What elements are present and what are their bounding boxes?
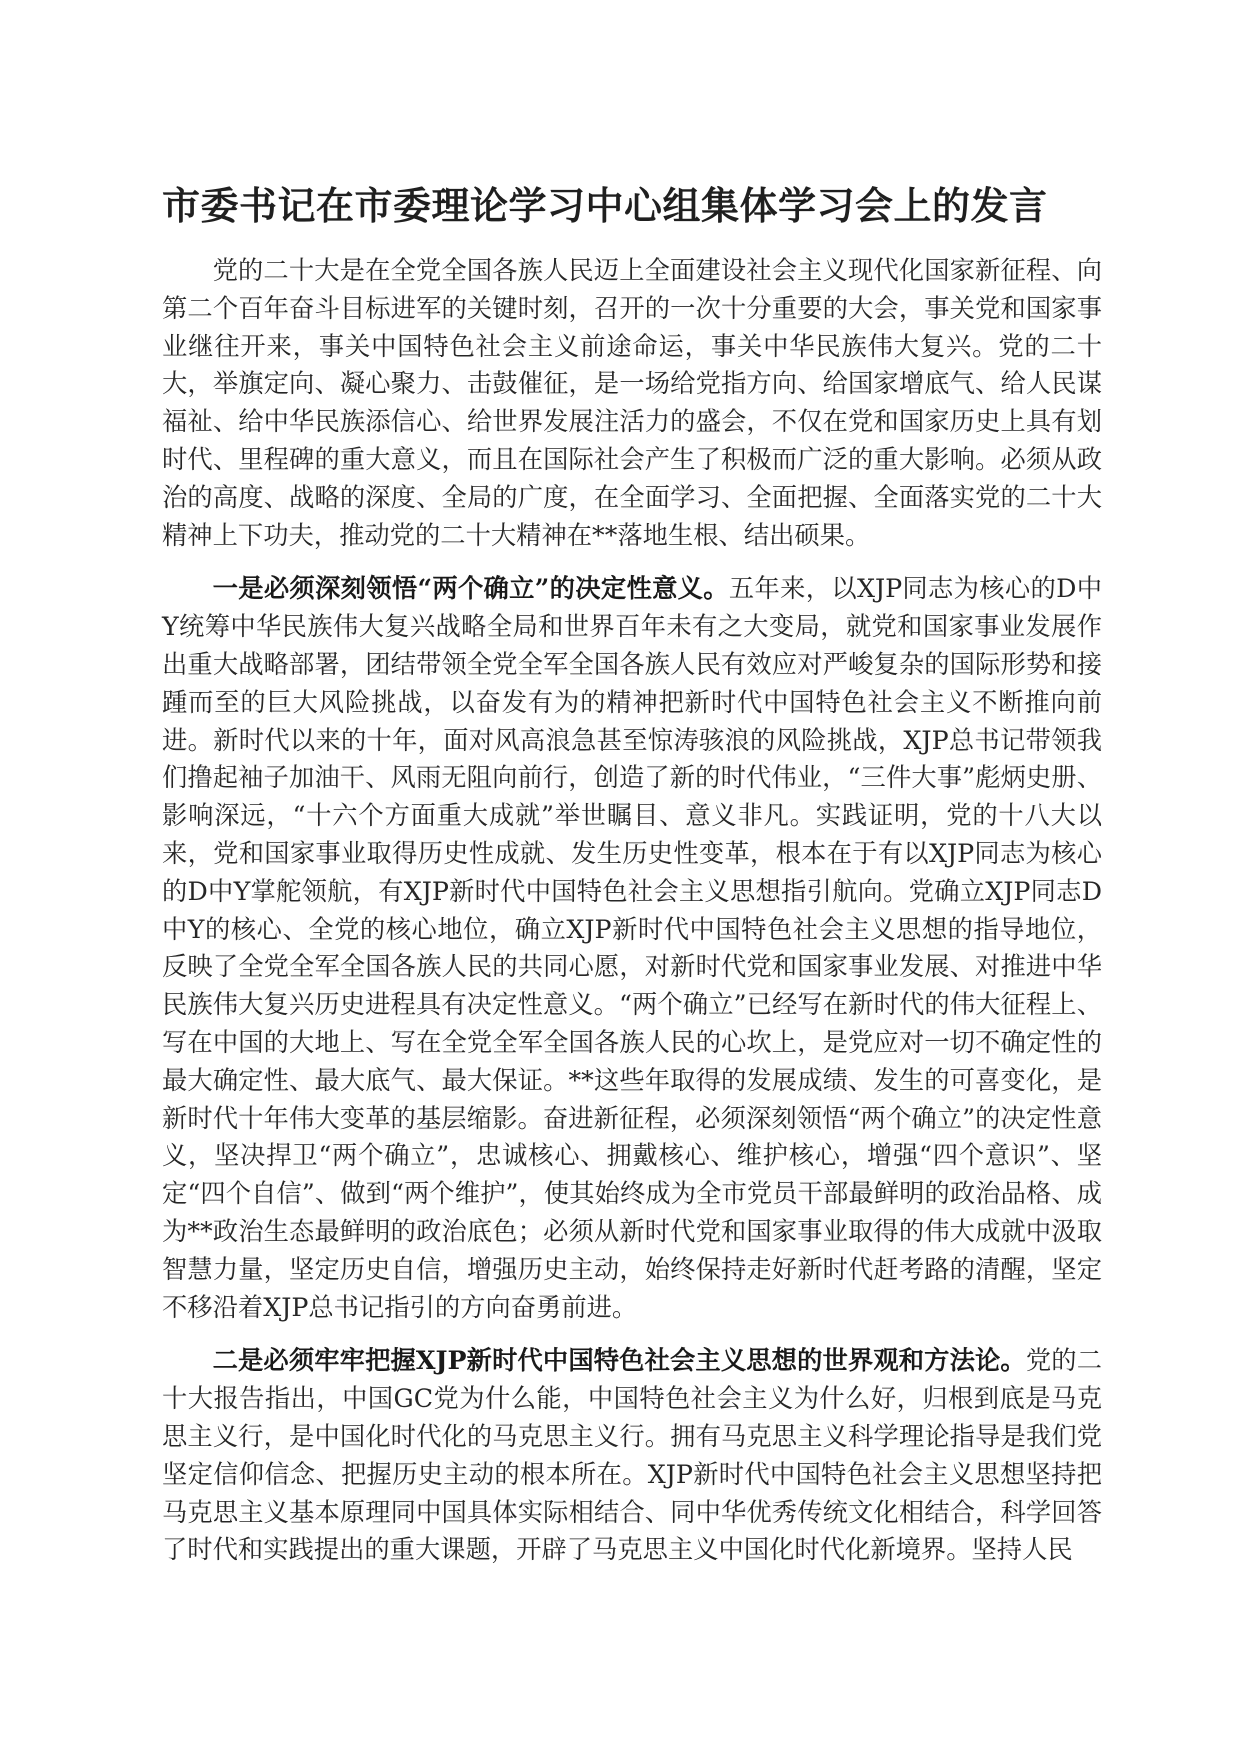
paragraph-text: 党的二十大是在全党全国各族人民迈上全面建设社会主义现代化国家新征程、向第二个百年奋斗目标进军的关键时刻，召开的一次十分重要的大会，事关党和国家事业继往开来，事关中国特色社会主义前途命运，事关中华民族伟大复兴。党的二十大，举旗定向、凝心聚力、击鼓催征，是一场给党指方向、给国家增底气、给人民谋福祉、给中华民族添信心、给世界发展注活力的盛会，不仅在党和国家历史上具有划时代、里程碑的重大意义，而且在国际社会产生了积极而广泛的重大影响。必须从政治的高度、战略的深度、全局的广度，在全面学习、全面把握、全面落实党的二十大精神上下功夫，推动党的二十大精神在**落地生根、结出硕果。 xyxy=(162,256,1102,550)
paragraph-text: 党的二十大报告指出，中国GC党为什么能，中国特色社会主义为什么好，归根到底是马克思主义行，是中国化时代化的马克思主义行。拥有马克思主义科学理论指导是我们党坚定信仰信念、把握历史主动的根本所在。XJP新时代中国特色社会主义思想坚持把马克思主义基本原理同中国具体实际相结合、同中华优秀传统文化相结合，科学回答了时代和实践提出的重大课题，开辟了马克思主义中国化时代化新境界。坚持人民 xyxy=(162,1346,1102,1565)
paragraph-point-two xyxy=(162,1342,1102,1569)
paragraph-text: 五年来，以XJP同志为核心的D中Y统筹中华民族伟大复兴战略全局和世界百年未有之大变局，就党和国家事业发展作出重大战略部署，团结带领全党全军全国各族人民有效应对严峻复杂的国际形势和接踵而至的巨大风险挑战，以奋发有为的精神把新时代中国特色社会主义不断推向前进。新时代以来的十年，面对风高浪急甚至惊涛骇浪的风险挑战，XJP总书记带领我们撸起袖子加油干、风雨无阻向前行，创造了新的时代伟业，“三件大事”彪炳史册、影响深远，“十六个方面重大成就”举世瞩目、意义非凡。实践证明，党的十八大以来，党和国家事业取得历史性成就、发生历史性变革，根本在于有以XJP同志为核心的D中Y掌舵领航，有XJP新时代中国特色社会主义思想指引航向。党确立XJP同志D中Y的核心、全党的核心地位，确立XJP新时代中国特色社会主义思想的指导地位，反映了全党全军全国各族人民的共同心愿，对新时代党和国家事业发展、对推进中华民族伟大复兴历史进程具有决定性意义。“两个确立”已经写在新时代的伟大征程上、写在中国的大地上、写在全党全军全国各族人民的心坎上，是党应对一切不确定性的最大确定性、最大底气、最大保证。**这些年取得的发展成绩、发生的可喜变化，是新时代十年伟大变革的基层缩影。奋进新征程，必须深刻领悟“两个确立”的决定性意义，坚决捍卫“两个确立”，忠诚核心、拥戴核心、维护核心，增强“四个意识”、坚定“四个自信”、做到“两个维护”，使其始终成为全市党员干部最鲜明的政治品格、成为**政治生态最鲜明的政治底色；必须从新时代党和国家事业取得的伟大成就中汲取智慧力量，坚定历史自信，增强历史主动，始终保持走好新时代赶考路的清醒，坚定不移沿着XJP总书记指引的方向奋勇前进。 xyxy=(162,574,1102,1322)
paragraph-lead-heading: 二是必须牢牢把握XJP新时代中国特色社会主义思想的世界观和方法论。 xyxy=(212,1345,1026,1376)
paragraph-point-one xyxy=(162,570,1102,1326)
paragraph-lead-heading: 一是必须深刻领悟“两个确立”的决定性意义。 xyxy=(212,573,729,604)
document-page xyxy=(162,180,1102,1569)
paragraph-intro xyxy=(162,252,1102,554)
document-title: 市委书记在市委理论学习中心组集体学习会上的发言 xyxy=(162,184,1048,228)
